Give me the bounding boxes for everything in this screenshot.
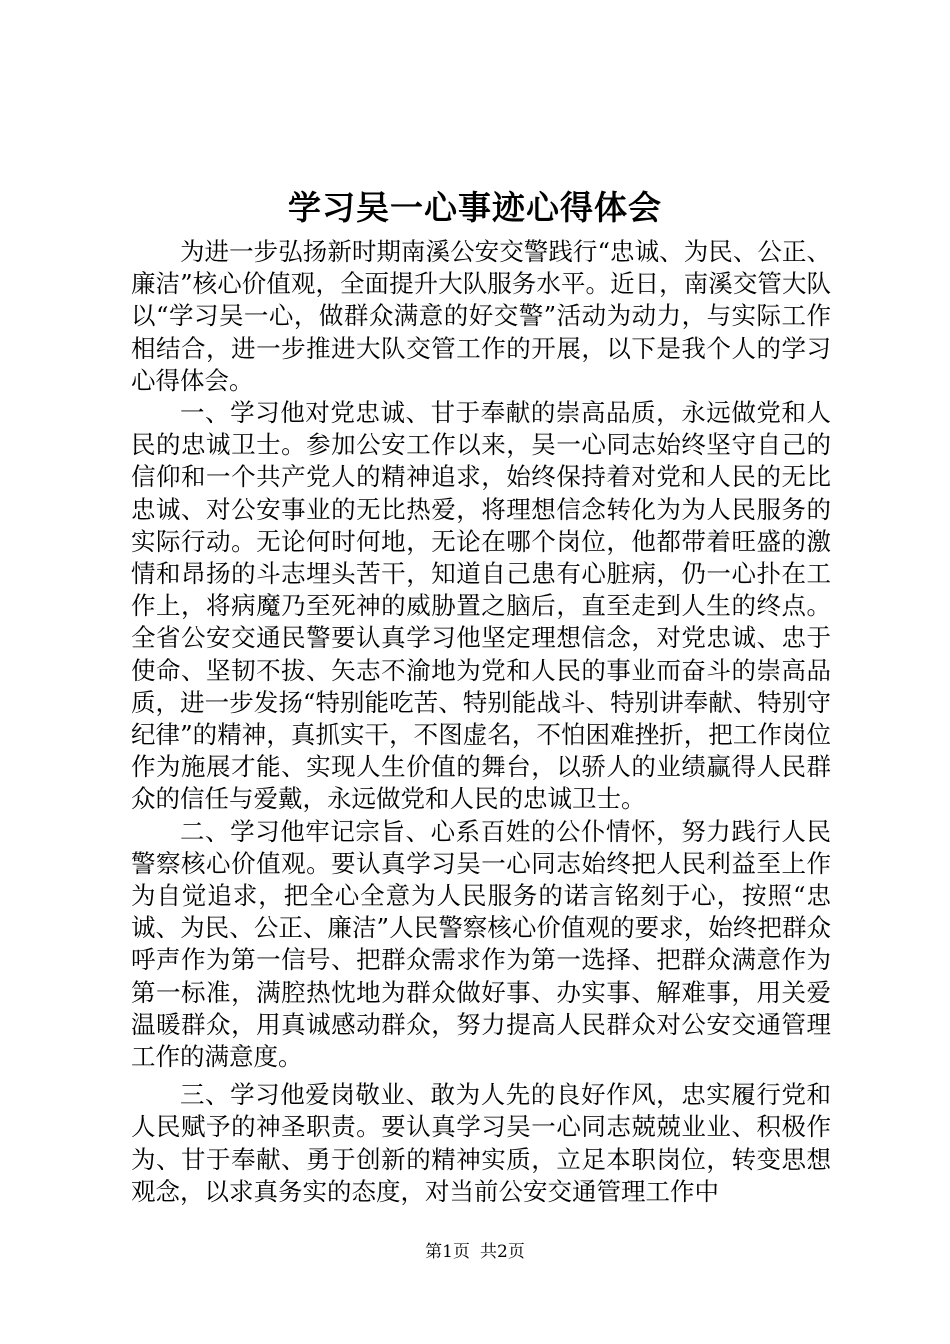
paragraph-section-1: 一、学习他对党忠诚、甘于奉献的崇高品质，永远做党和人民的忠诚卫士。参加公安工作以来，吴一心同志始终坚守自己的信仰和一个共产党人的精神追求，始终保持着对党和人民的无比忠诚、对公安事业的无比热爱，将理想信念转化为为人民服务的实际行动。无论何时何地，无论在哪个岗位，他都带着旺盛的激情和昂扬的斗志埋头苦干，知道自己患有心脏病，仍一心扑在工作上，将病魔乃至死神的威胁置之脑后，直至走到人生的终点。全省公安交通民警要认真学习他坚定理想信念，对党忠诚、忠于使命、坚韧不拔、矢志不渝地为党和人民的事业而奋斗的崇高品质，进一步发扬“特别能吃苦、特别能战斗、特别讲奉献、特别守纪律”的精神，真抓实干，不图虚名，不怕困难挫折，把工作岗位作为施展才能、实现人生价值的舞台，以骄人的业绩赢得人民群众的信任与爱戴，永远做党和人民的忠诚卫士。 [131, 398, 831, 814]
paragraph-section-3: 三、学习他爱岗敬业、敢为人先的良好作风，忠实履行党和人民赋予的神圣职责。要认真学习吴一心同志兢兢业业、积极作为、甘于奉献、勇于创新的精神实质，立足本职岗位，转变思想观念，以求真务实的态度，对当前公安交通管理工作中 [131, 1080, 831, 1206]
document-title: 学习吴一心事迹心得体会 [288, 188, 662, 227]
paragraph-section-2: 二、学习他牢记宗旨、心系百姓的公仆情怀，努力践行人民警察核心价值观。要认真学习吴一心同志始终把人民利益至上作为自觉追求，把全心全意为人民服务的诺言铭刻于心，按照“忠诚、为民、公正、廉洁”人民警察核心价值观的要求，始终把群众呼声作为第一信号、把群众需求作为第一选择、把群众满意作为第一标准，满腔热忱地为群众做好事、办实事、解难事，用关爱温暖群众，用真诚感动群众，努力提高人民群众对公安交通管理工作的满意度。 [131, 816, 831, 1072]
page-total: 共2页 [480, 1242, 525, 1262]
document-body [131, 236, 831, 1208]
paragraph-intro: 为进一步弘扬新时期南溪公安交警践行“忠诚、为民、公正、廉洁”核心价值观，全面提升大队服务水平。近日，南溪交管大队以“学习吴一心，做群众满意的好交警”活动为动力，与实际工作相结合，进一步推进大队交管工作的开展，以下是我个人的学习心得体会。 [131, 237, 831, 395]
page-footer [0, 1241, 950, 1263]
page-number: 第1页 [425, 1242, 470, 1262]
